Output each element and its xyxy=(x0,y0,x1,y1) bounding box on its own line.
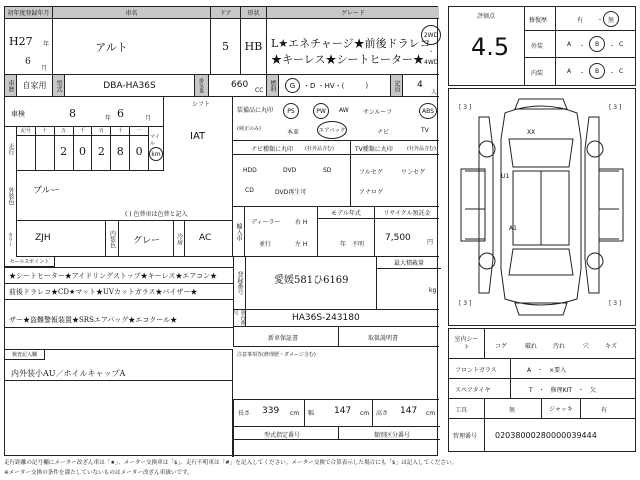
fuel-gasoline-circled: G xyxy=(285,78,300,93)
tv-oneseg: ワンセグ xyxy=(401,169,426,176)
interior-seat-label: 室内シート xyxy=(449,329,485,359)
tools-value: 無 xyxy=(509,407,516,414)
interior-seat-row: 室内シート コゲ 破れ 汚れ 穴 キズ xyxy=(449,329,635,359)
km-circled: km xyxy=(149,147,163,161)
drive-4wd: 4WD xyxy=(424,59,439,66)
sales-line2: 前後ドラレコ★CD★マット★UVカットガラス★バイザー★ xyxy=(9,288,198,296)
chassis-row xyxy=(233,309,439,327)
registration-row xyxy=(233,257,439,309)
navi-dvd: DVD xyxy=(283,167,297,174)
era-year: H27 xyxy=(9,35,33,48)
model-label: 型式 xyxy=(53,75,65,97)
svg-text:[ 3 ]: [ 3 ] xyxy=(609,300,622,307)
interior-color-value: グレー xyxy=(133,236,161,246)
registration-label: 登録番号 xyxy=(234,257,246,309)
shift-value: IAT xyxy=(190,131,206,142)
repair-yes: 有 xyxy=(577,17,584,24)
exterior-color-cell xyxy=(5,171,233,221)
dimensions-block: 長さ 339 cm 幅 147 cm 高さ 147 cm 型式指定番号 類別区分番号 xyxy=(233,399,439,457)
usage-cell: 自家用 xyxy=(17,75,53,97)
mileage-digit-header: 記号 xyxy=(17,127,35,136)
ac-value: AC xyxy=(199,233,212,243)
exterior-b-circled: B xyxy=(589,36,605,52)
handle-right: 右 H xyxy=(295,219,308,226)
import-label: 輸入車 xyxy=(233,207,245,257)
score-value: 4.5 xyxy=(471,33,510,61)
recycle-value: 7,500 xyxy=(385,233,411,243)
sales-line1: ★シートヒーター★アイドリングストップ★キーレス★エアコン★ xyxy=(9,272,217,280)
navi-cd: CD xyxy=(245,187,254,194)
handle-left: 左 H xyxy=(295,241,308,248)
import-parallel: 並行 xyxy=(259,241,272,248)
model-year-cell: モデル年式 年 不明 xyxy=(317,207,375,257)
tv-header: TV種類に丸印 (社外品含む) xyxy=(351,141,439,155)
mileage-digit-cell xyxy=(74,127,93,171)
mgmt-value: 02038000280000039444 xyxy=(495,431,597,440)
right-column xyxy=(233,97,439,257)
mileage-digit-header: 一 xyxy=(130,127,148,136)
month-unit: 月 xyxy=(41,65,48,72)
front-glass-value: A ・ ×要入 xyxy=(527,367,567,374)
inspection-month: 6 xyxy=(117,107,124,120)
exterior-grade-row: 外装 A ・ B ・ C xyxy=(525,31,635,58)
color-change-note: ( ) 色替車は色替と記入 xyxy=(125,211,188,218)
mileage-digit: 2 xyxy=(97,145,105,158)
mileage-digit: 8 xyxy=(116,145,124,158)
height-value: 147 xyxy=(400,406,418,416)
mileage-digit-header: 十 xyxy=(111,127,129,136)
mileage-label: 走行 xyxy=(5,127,17,171)
sales-point-block xyxy=(5,257,233,349)
capacity-label: 定員 xyxy=(391,75,403,97)
jack-value: 有 xyxy=(601,407,608,414)
mileage-digit-header: 百 xyxy=(92,127,110,136)
mileage-digit-header: 十 xyxy=(36,127,54,136)
type-class-row: 型式指定番号 類別区分番号 xyxy=(234,426,440,440)
recycle-cell: リサイクル預託金 7,500 円 xyxy=(375,207,439,257)
import-dealer: ディーラー xyxy=(251,219,281,226)
registration-value: 愛媛581ひ6169 xyxy=(274,275,349,286)
equipment-sub: (純正のみ) xyxy=(237,126,261,132)
fuel-options: ・D ・HV・( ) xyxy=(303,82,369,90)
inspector-text: 内外装小AU／ホイルキャップA xyxy=(11,369,126,378)
width-label: 幅 xyxy=(308,410,315,417)
inspection-year-unit: 年 xyxy=(105,115,112,122)
equip-aw: AW xyxy=(339,107,349,114)
length-value: 339 xyxy=(262,406,280,416)
shift-cell xyxy=(163,97,233,171)
mileage-digit-header: 千 xyxy=(74,127,92,136)
grade-cell xyxy=(267,19,439,75)
mgmt-row: 管理番号 02038000280000039444 xyxy=(449,419,635,451)
navi-sd: SD xyxy=(323,167,332,174)
grade-header: グレード xyxy=(267,7,439,19)
chassis-value: HA36S-243180 xyxy=(292,313,360,323)
spare-row: スペアタイヤ T ・ 修理KIT ・ 欠 xyxy=(449,379,635,399)
mileage-digit-cell xyxy=(92,127,111,171)
equip-tv: TV xyxy=(421,127,429,134)
inspector-block xyxy=(5,349,233,457)
grade-line2: ★キーレス★シートヒーター★ xyxy=(271,53,425,66)
diagram-label-a1: A1 xyxy=(509,225,517,232)
import-row xyxy=(233,207,439,257)
mileage-digit-cell xyxy=(111,127,130,171)
tv-type-cell xyxy=(351,141,439,207)
shape-value: HB xyxy=(244,40,263,53)
equip-navi: ナビ xyxy=(377,129,390,136)
fuel-cell xyxy=(279,75,391,97)
equip-pw-circled: PW xyxy=(313,103,329,119)
height-label: 高さ xyxy=(376,410,389,417)
mileage-digit-cell xyxy=(55,127,74,171)
year-unit: 年 xyxy=(43,41,50,48)
inspection-year: 8 xyxy=(69,107,76,120)
mileage-digit-cell xyxy=(130,127,149,171)
repair-row: 修復歴 有 ・ 無 xyxy=(525,7,635,31)
length-label: 長さ xyxy=(238,410,251,417)
score-cell xyxy=(449,7,525,85)
repair-no-circled: 無 xyxy=(603,11,619,27)
auction-sheet-main xyxy=(4,6,438,456)
shape-cell xyxy=(241,19,267,75)
diagram-label-u1: U1 xyxy=(501,173,510,180)
drive-sep: ・ xyxy=(428,49,435,56)
color-code-value: ZJH xyxy=(35,233,51,243)
evaluation-panel xyxy=(448,6,636,86)
svg-text:[ 3 ]: [ 3 ] xyxy=(459,300,472,307)
navi-header: ナビ種類に丸印 (社外品含む) xyxy=(233,141,351,155)
first-reg-header: 初年度登録年月 xyxy=(5,7,53,19)
equip-abs-circled: ABS xyxy=(419,103,437,119)
condition-table xyxy=(448,328,636,452)
displacement-cell xyxy=(209,75,267,97)
car-outline-svg xyxy=(449,89,635,325)
drive-2wd-circled: 2WD xyxy=(421,25,441,45)
doors-header: ドア xyxy=(211,7,241,19)
sales-point-label: セールスポイント xyxy=(5,257,55,267)
tv-analog: アナログ xyxy=(359,189,384,196)
reg-month: 6 xyxy=(25,57,31,67)
interior-b-circled: B xyxy=(589,63,605,79)
score-label: 評価点 xyxy=(477,13,496,20)
mileage-digit-header: 万 xyxy=(55,127,73,136)
inspection-label: 車検 xyxy=(11,110,25,118)
left-column xyxy=(5,97,233,257)
model-cell: DBA-HA36S xyxy=(65,75,195,97)
shift-label: シフト xyxy=(192,101,211,108)
inspection-cell xyxy=(5,97,163,127)
spare-value: T ・ 修理KIT ・ 欠 xyxy=(529,387,597,394)
equip-airbag-circled: エアバック xyxy=(317,121,347,139)
displacement-value: 660 xyxy=(231,80,249,90)
navi-dvd-play: DVD再生可 xyxy=(275,189,307,196)
inspector-label: 検査記入欄 xyxy=(5,350,45,360)
interior-color-label: 内装色 xyxy=(105,221,119,257)
width-value: 147 xyxy=(334,406,352,416)
equip-leather: 本革 xyxy=(287,129,300,136)
exterior-color-value: ブルー xyxy=(33,186,60,196)
capacity-value: 4 xyxy=(417,80,423,90)
cc-unit: CC xyxy=(255,87,264,94)
recycle-unit: 円 xyxy=(427,239,434,246)
diagram-label-xx: XX xyxy=(527,129,536,136)
svg-text:[ 3 ]: [ 3 ] xyxy=(459,104,472,111)
warranty-label: 新車保証書 xyxy=(268,335,299,342)
usage-label: 車歴 xyxy=(5,75,17,97)
footer-line2: ※メーター交換の条件を満たしていないものはメーター改ざん車扱いです。 xyxy=(4,470,193,476)
notices-label: 注意事項等(修理歴・ダメージ含む) xyxy=(237,352,316,358)
mileage-digit-cell xyxy=(17,127,36,171)
svg-text:[ 3 ]: [ 3 ] xyxy=(609,104,622,111)
mile-unit: マイル xyxy=(150,134,160,147)
tools-row: 工具 無 ジャッキ 有 xyxy=(449,399,635,419)
navi-hdd: HDD xyxy=(243,167,257,174)
mileage-digit: 0 xyxy=(135,145,143,158)
sales-line3: ザー★盗難警報装置★SRSエアバッグ★エコクール★ xyxy=(9,316,178,324)
name-header: 車名 xyxy=(53,7,211,19)
model-year-value: 年 不明 xyxy=(340,241,365,248)
mileage-digit: 2 xyxy=(60,145,68,158)
displacement-label: 排気量 xyxy=(195,75,209,97)
equip-ps-circled: PS xyxy=(283,103,299,119)
first-reg-cell xyxy=(5,19,53,75)
footer-notes xyxy=(4,458,636,478)
max-load-cell: 最大積載量 kg xyxy=(376,257,440,309)
mileage-digit-cell xyxy=(36,127,55,171)
car-damage-diagram xyxy=(448,88,636,326)
exterior-color-label: 外装色 xyxy=(5,171,17,221)
color-code-row xyxy=(5,221,233,257)
color-code-label: カラー xyxy=(5,221,17,257)
doors-value: 5 xyxy=(222,40,229,53)
equipment-cell xyxy=(233,97,439,141)
front-glass-row: フロントガラス A ・ ×要入 xyxy=(449,359,635,379)
navi-type-cell xyxy=(233,141,351,207)
equipment-label: 装備品に丸印 xyxy=(237,107,274,114)
tv-fullseg: フルセグ xyxy=(359,169,383,176)
car-name: アルト xyxy=(95,40,128,54)
notices-block xyxy=(233,347,439,399)
manual-label: 取扱説明書 xyxy=(368,335,399,342)
shape-header: 形状 xyxy=(241,7,267,19)
car-name-cell xyxy=(53,19,211,75)
ac-label: 冷房 xyxy=(173,221,185,257)
grade-line1: L★エネチャージ★前後ドラレコ xyxy=(271,37,431,50)
inspection-month-unit: 月 xyxy=(145,115,152,122)
footer-line1: 走行距離の記号欄にメーター改ざん車は「★」、メーター交換車は「$」、走行不明車は「#」を記入してください。メーター交換で合算表示した場合にも「$」は記入してください。 xyxy=(4,460,458,466)
equip-sunroof: サンルーフ xyxy=(363,109,393,116)
doors-cell xyxy=(211,19,241,75)
mileage-grid xyxy=(17,127,149,171)
chassis-label: 車台番号 xyxy=(232,310,246,325)
interior-grade-row: 内装 A ・ B ・ C xyxy=(525,58,635,85)
mileage-digit: 0 xyxy=(78,145,86,158)
mileage-cell xyxy=(5,127,163,171)
capacity-unit: 人 xyxy=(431,89,438,96)
warranty-row xyxy=(233,327,439,347)
capacity-cell xyxy=(403,75,439,97)
fuel-label: 燃料 xyxy=(267,75,279,97)
